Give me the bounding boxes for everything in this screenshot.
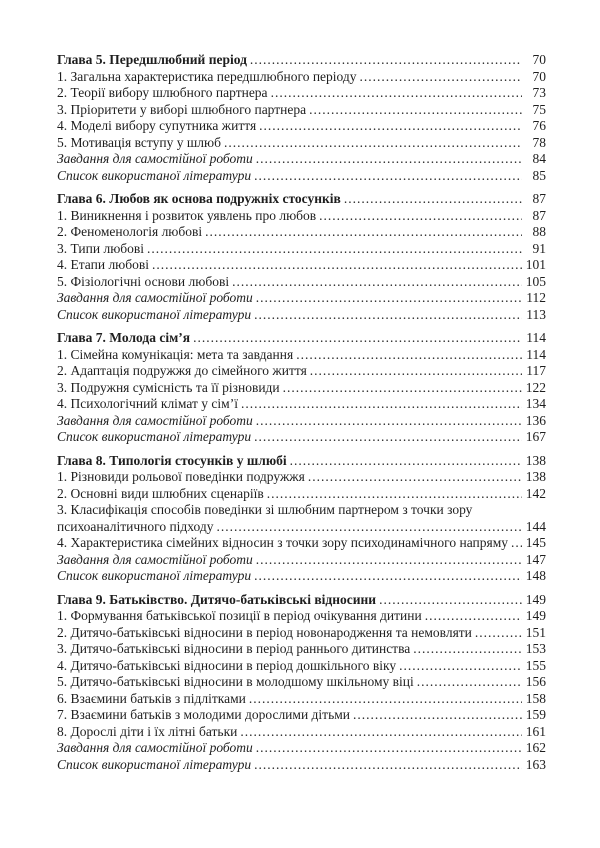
toc-entry-label: 1. Виникнення і розвиток уявлень про любов	[57, 207, 317, 223]
dot-leader	[193, 330, 522, 347]
toc-entry-label: 4. Характеристика сімейних відносин з точки зору психодинамічного напряму	[57, 535, 508, 550]
toc-entry	[57, 724, 546, 741]
toc-entry-label: Список використаної літератури	[57, 756, 252, 772]
toc-section	[57, 330, 546, 446]
toc-entry-label: Список використаної літератури	[57, 306, 252, 322]
toc-entry-page-number: 162	[525, 740, 546, 755]
toc-entry-label: 3. Дитячо-батьківські відносини в період раннього дитинства	[57, 641, 411, 656]
dot-leader	[353, 707, 522, 724]
dot-leader	[271, 85, 522, 102]
dot-leader	[256, 151, 522, 168]
dot-leader	[309, 102, 522, 119]
toc-entry	[57, 625, 546, 642]
dot-leader	[308, 469, 522, 486]
toc-entry-page-number: 163	[525, 756, 546, 772]
dot-leader	[232, 274, 522, 291]
toc-entry-label: 6. Взаємини батьків з підлітками	[57, 690, 246, 706]
toc-entry-page-number: 84	[532, 151, 546, 166]
dot-leader	[310, 363, 522, 380]
dot-leader	[413, 641, 522, 658]
toc-entry	[57, 592, 546, 609]
dot-leader	[259, 118, 522, 135]
toc-entry-page-number: 75	[532, 101, 546, 117]
toc-entry	[57, 363, 546, 380]
toc-entry-page-number: 73	[532, 85, 546, 100]
toc-entry-page-number: 147	[525, 551, 546, 567]
dot-leader	[256, 740, 522, 757]
toc-entry	[57, 519, 546, 536]
toc-entry	[57, 69, 546, 86]
toc-entry-label: 1. Загальна характеристика передшлюбного періоду	[57, 68, 357, 84]
toc-entry-label: 1. Різновиди рольової поведінки подружжя	[57, 469, 305, 484]
toc-entry-page-number: 153	[525, 641, 546, 656]
toc-entry-label: 5. Мотивація вступу у шлюб	[57, 134, 221, 150]
toc-entry-page-number: 101	[525, 257, 546, 272]
toc-entry-label: Завдання для самостійної роботи	[57, 412, 253, 428]
toc-entry	[57, 290, 546, 307]
toc-entry-label: Завдання для самостійної роботи	[57, 151, 253, 166]
toc-entry	[57, 118, 546, 135]
toc-entry-page-number: 87	[532, 191, 546, 206]
toc-entry	[57, 469, 546, 486]
toc-entry	[57, 396, 546, 413]
toc-entry-page-number: 136	[525, 412, 546, 428]
dot-leader	[250, 52, 522, 69]
toc-entry-label: 4. Дитячо-батьківські відносини в період дошкільного віку	[57, 657, 397, 673]
dot-leader	[217, 519, 522, 536]
toc-entry	[57, 208, 546, 225]
toc-entry	[57, 552, 546, 569]
toc-entry-label: 2. Теорії вибору шлюбного партнера	[57, 85, 268, 100]
toc-entry-label: Список використаної літератури	[57, 167, 252, 183]
dot-leader	[240, 724, 522, 741]
toc-entry	[57, 168, 546, 185]
dot-leader	[254, 307, 522, 324]
toc-entry-page-number: 138	[525, 452, 546, 468]
dot-leader	[254, 568, 522, 585]
dot-leader	[283, 380, 522, 397]
toc-entry-page-number: 142	[525, 485, 546, 501]
toc-entry-label: 5. Фізіологічні основи любові	[57, 273, 230, 289]
dot-leader	[475, 625, 522, 642]
dot-leader	[379, 592, 522, 609]
toc-entry-page-number: 114	[526, 346, 546, 362]
toc-entry	[57, 191, 546, 208]
dot-leader	[254, 757, 522, 774]
dot-leader	[256, 290, 522, 307]
toc-entry-label: Завдання для самостійної роботи	[57, 551, 253, 567]
toc-entry	[57, 674, 546, 691]
toc-entry	[57, 135, 546, 152]
toc-entry-page-number: 145	[525, 535, 546, 550]
toc-entry-page-number: 70	[532, 52, 546, 67]
toc-entry	[57, 241, 546, 258]
toc-entry	[57, 85, 546, 102]
toc-entry-page-number: 112	[526, 290, 546, 305]
dot-leader	[256, 552, 522, 569]
toc-entry-label: 3. Класифікація способів поведінки зі шлюбним партнером з точки зору	[57, 502, 473, 517]
toc-entry-label: Завдання для самостійної роботи	[57, 290, 253, 305]
toc-entry	[57, 380, 546, 397]
toc-section	[57, 191, 546, 323]
toc-entry-page-number: 88	[532, 224, 546, 239]
toc-entry-label: психоаналітичного підходу	[57, 518, 214, 534]
dot-leader	[254, 168, 522, 185]
toc-entry	[57, 740, 546, 757]
dot-leader	[254, 429, 522, 446]
toc-entry-label: Глава 9. Батьківство. Дитячо-батьківські відносини	[57, 591, 377, 607]
toc-entry-page-number: 156	[525, 674, 546, 689]
toc-entry-page-number: 138	[525, 469, 546, 484]
dot-leader	[296, 347, 522, 364]
toc-entry-label: 4. Психологічний клімат у сім’ї	[57, 396, 238, 411]
toc-entry	[57, 151, 546, 168]
toc-entry-page-number: 134	[525, 396, 546, 411]
toc-entry-label: 1. Сімейна комунікація: мета та завдання	[57, 346, 294, 362]
toc-entry-page-number: 159	[525, 707, 546, 722]
toc-entry	[57, 429, 546, 446]
toc-entry-page-number: 85	[532, 167, 546, 183]
toc-section	[57, 52, 546, 184]
toc-entry-page-number: 114	[526, 330, 546, 345]
toc-entry-label: Глава 6. Любов як основа подружніх стосунків	[57, 191, 341, 206]
toc-entry-label: 5. Дитячо-батьківські відносини в молодшому шкільному віці	[57, 674, 414, 689]
toc-entry-label: 1. Формування батьківської позиції в період очікування дитини	[57, 608, 422, 623]
toc-entry-page-number: 70	[532, 68, 546, 84]
toc-entry-page-number: 144	[525, 518, 546, 534]
toc-entry-page-number: 105	[525, 273, 546, 289]
toc-entry-label: 2. Основні види шлюбних сценаріїв	[57, 485, 264, 501]
toc-entry	[57, 641, 546, 658]
toc-entry	[57, 413, 546, 430]
toc-entry-page-number: 78	[532, 134, 546, 150]
toc-entry-page-number: 167	[525, 429, 546, 444]
toc-section	[57, 592, 546, 774]
dot-leader	[425, 608, 522, 625]
toc-entry-label: 7. Взаємини батьків з молодими дорослими дітьми	[57, 707, 350, 722]
toc-section	[57, 453, 546, 585]
toc-entry	[57, 757, 546, 774]
toc-entry	[57, 307, 546, 324]
dot-leader	[224, 135, 522, 152]
toc-entry	[57, 502, 546, 519]
toc-entry	[57, 257, 546, 274]
toc-entry	[57, 347, 546, 364]
toc-entry	[57, 658, 546, 675]
dot-leader	[417, 674, 522, 691]
dot-leader	[290, 453, 522, 470]
toc-entry	[57, 52, 546, 69]
toc-entry	[57, 568, 546, 585]
toc-entry-label: 4. Моделі вибору супутника життя	[57, 118, 257, 133]
dot-leader	[205, 224, 522, 241]
toc-entry	[57, 224, 546, 241]
toc-entry-page-number: 161	[525, 723, 546, 739]
toc-entry-page-number: 87	[532, 207, 546, 223]
toc-entry	[57, 486, 546, 503]
toc-entry-page-number: 113	[526, 306, 546, 322]
toc-entry-label: Завдання для самостійної роботи	[57, 740, 253, 755]
dot-leader	[241, 396, 522, 413]
toc-entry-label: 4. Етапи любові	[57, 257, 150, 272]
toc-entry	[57, 608, 546, 625]
dot-leader	[360, 69, 522, 86]
dot-leader	[511, 535, 522, 552]
dot-leader	[319, 208, 522, 225]
toc-entry-label: 3. Подружня сумісність та її різновиди	[57, 379, 280, 395]
toc-entry-page-number: 158	[525, 690, 546, 706]
toc-entry-page-number: 117	[526, 363, 546, 378]
dot-leader	[399, 658, 522, 675]
toc-entry-label: Глава 5. Передшлюбний період	[57, 52, 247, 67]
toc-entry-label: Глава 8. Типологія стосунків у шлюбі	[57, 452, 287, 468]
toc-entry-label: 2. Дитячо-батьківські відносини в період новонародження та немовляти	[57, 624, 472, 640]
toc-entry-label: 3. Типи любові	[57, 240, 145, 256]
toc-entry-label: Список використаної літератури	[57, 568, 252, 583]
toc-entry	[57, 707, 546, 724]
toc-entry-page-number: 149	[525, 608, 546, 623]
toc-entry	[57, 691, 546, 708]
toc-entry	[57, 453, 546, 470]
dot-leader	[344, 191, 522, 208]
toc-entry-label: 3. Пріоритети у виборі шлюбного партнера	[57, 101, 307, 117]
dot-leader	[256, 413, 522, 430]
toc-entry	[57, 330, 546, 347]
toc-entry-page-number: 148	[525, 568, 546, 583]
toc-entry-page-number: 155	[525, 657, 546, 673]
toc-entry	[57, 274, 546, 291]
dot-leader	[267, 486, 522, 503]
toc-entry-page-number: 122	[525, 379, 546, 395]
dot-leader	[147, 241, 522, 258]
dot-leader	[152, 257, 522, 274]
toc-entry-page-number: 149	[525, 591, 546, 607]
toc-entry-page-number: 151	[525, 624, 546, 640]
dot-leader	[249, 691, 522, 708]
toc-entry-label: Список використаної літератури	[57, 429, 252, 444]
toc-entry-label: Глава 7. Молода сім’я	[57, 330, 191, 345]
toc-entry-label: 2. Адаптація подружжя до сімейного життя	[57, 363, 307, 378]
toc-entry-label: 2. Феноменологія любові	[57, 224, 203, 239]
toc-entry-page-number: 76	[532, 118, 546, 133]
toc-entry	[57, 535, 546, 552]
toc-entry	[57, 102, 546, 119]
toc-entry-page-number: 91	[532, 240, 546, 256]
toc-entry-label: 8. Дорослі діти і їх літні батьки	[57, 723, 238, 739]
